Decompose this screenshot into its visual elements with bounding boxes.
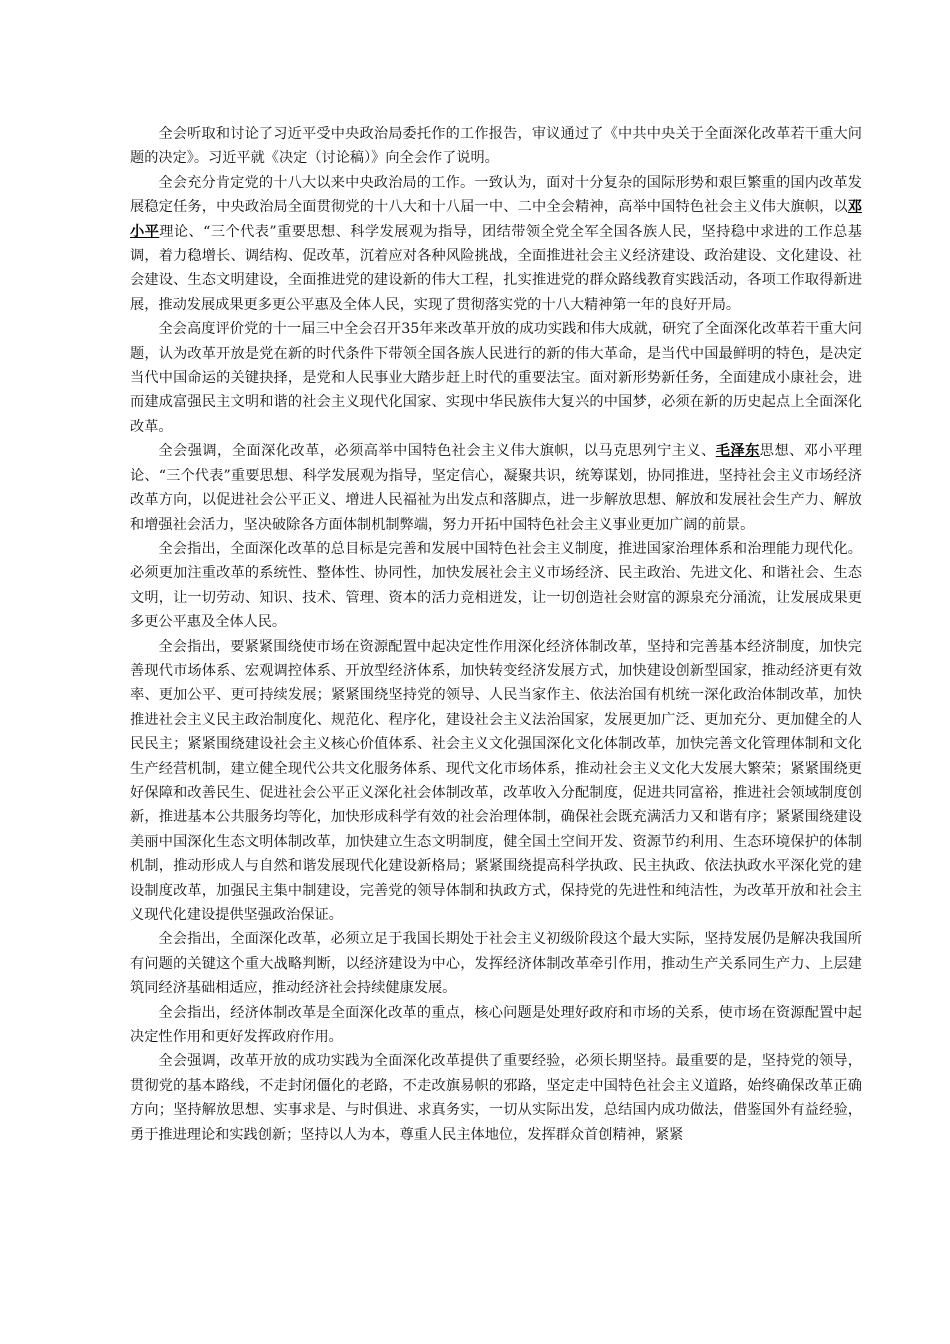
paragraph-9-text: 全会强调，改革开放的成功实践为全面深化改革提供了重要经验，必须长期坚持。最重要的是，坚持党的领导，贯彻党的基本路线，不走封闭僵化的老路，不走改旗易帜的邪路，坚定走中国特色社会主义道路，始终确保改革正确方向；坚持解放思想、实事求是、与时俱进、求真务实，一切从实际出发，总结国内成功做法，借鉴国外有益经验，勇于推进理论和实践创新；坚持以人为本，尊重人民主体地位，发挥群众首创精神，紧紧: [130, 1053, 862, 1143]
paragraph-3-text: 全会高度评价党的十一届三中全会召开35年来改革开放的成功实践和伟大成就，研究了全面深化改革若干重大问题，认为改革开放是党在新的时代条件下带领全国各族人民进行的新的伟大革命，是当代中国最鲜明的特色，是决定当代中国命运的关键抉择，是党和人民事业大踏步赶上时代的重要法宝。面对新形势新任务，全面建成小康社会，进而建成富强民主文明和谐的社会主义现代化国家、实现中华民族伟大复兴的中国梦，必须在新的历史起点上全面深化改革。: [130, 321, 862, 435]
paragraph-4: [130, 439, 862, 537]
paragraph-1: [130, 122, 862, 171]
paragraph-3: [130, 317, 862, 439]
paragraph-5-text: 全会指出，全面深化改革的总目标是完善和发展中国特色社会主义制度，推进国家治理体系和治理能力现代化。必须更加注重改革的系统性、整体性、协同性，加快发展社会主义市场经济、民主政治、先进文化、和谐社会、生态文明，让一切劳动、知识、技术、管理、资本的活力竞相迸发，让一切创造社会财富的源泉充分涌流，让发展成果更多更公平惠及全体人民。: [130, 540, 862, 631]
paragraph-7: [130, 927, 862, 1000]
paragraph-6-text: 全会指出，要紧紧围绕使市场在资源配置中起决定性作用深化经济体制改革，坚持和完善基本经济制度，加快完善现代市场体系、宏观调控体系、开放型经济体系，加快转变经济发展方式，加快建设创新型国家，推动经济更有效率、更加公平、更可持续发展；紧紧围绕坚持党的领导、人民当家作主、依法治国有机统一深化政治体制改革，加快推进社会主义民主政治制度化、规范化、程序化，建设社会主义法治国家，发展更加广泛、更加充分、更加健全的人民民主；紧紧围绕建设社会主义核心价值体系、社会主义文化强国深化文化体制改革，加快完善文化管理体制和文化生产经营机制，建立健全现代公共文化服务体系、现代文化市场体系，推动社会主义文化大发展大繁荣；紧紧围绕更好保障和改善民生、促进社会公平正义深化社会体制改革，改革收入分配制度，促进共同富裕，推进社会领域制度创新，推进基本公共服务均等化，加快形成科学有效的社会治理体制，确保社会既充满活力又和谐有序；紧紧围绕建设美丽中国深化生态文明体制改革，加快建立生态文明制度，健全国土空间开发、资源节约利用、生态环境保护的体制机制，推动形成人与自然和谐发展现代化建设新格局；紧紧围绕提高科学执政、民主执政、依法执政水平深化党的建设制度改革，加强民主集中制建设，完善党的领导体制和执政方式，保持党的先进性和纯洁性，为改革开放和社会主义现代化建设提供坚强政治保证。: [130, 638, 862, 923]
paragraph-8: [130, 1001, 862, 1050]
paragraph-1-text: 全会听取和讨论了习近平受中央政治局委托作的工作报告，审议通过了《中共中央关于全面深化改革若干重大问题的决定》。习近平就《决定（讨论稿）》向全会作了说明。: [130, 126, 862, 167]
paragraph-6: [130, 635, 862, 928]
paragraph-4-text-b: 思想、邓小平理论、“三个代表”重要思想、科学发展观为指导，坚定信心，凝聚共识，统筹谋划，协同推进，坚持社会主义市场经济改革方向，以促进社会公平正义、增进人民福祉为出发点和落脚点，进一步解放思想、解放和发展社会生产力、解放和增强社会活力，坚决破除各方面体制机制弊端，努力开拓中国特色社会主义事业更加广阔的前景。: [130, 443, 862, 533]
paragraph-2-text-a: 全会充分肯定党的十八大以来中央政治局的工作。一致认为，面对十分复杂的国际形势和艰巨繁重的国内改革发展稳定任务，中央政治局全面贯彻党的十八大和十八届一中、二中全会精神，高举中国特色社会主义伟大旗帜，以: [130, 174, 862, 216]
link-mao-zedong[interactable]: 毛泽东: [715, 443, 760, 460]
paragraph-2: [130, 171, 862, 317]
paragraph-4-text-a: 全会强调，全面深化改革，必须高举中国特色社会主义伟大旗帜，以马克思列宁主义、: [158, 443, 716, 460]
document-body: [130, 122, 862, 1147]
paragraph-2-text-b: 理论、“三个代表”重要思想、科学发展观为指导，团结带领全党全军全国各族人民，坚持稳中求进的工作总基调，着力稳增长、调结构、促改革，沉着应对各种风险挑战，全面推进社会主义经济建设、政治建设、文化建设、社会建设、生态文明建设，全面推进党的建设新的伟大工程，扎实推进党的群众路线教育实践活动，各项工作取得新进展，推动发展成果更多更公平惠及全体人民，实现了贯彻落实党的十八大精神第一年的良好开局。: [130, 223, 862, 313]
link-deng-xiaoping[interactable]: 邓小平: [130, 199, 862, 240]
paragraph-7-text: 全会指出，全面深化改革，必须立足于我国长期处于社会主义初级阶段这个最大实际，坚持发展仍是解决我国所有问题的关键这个重大战略判断，以经济建设为中心，发挥经济体制改革牵引作用，推动生产关系同生产力、上层建筑同经济基础相适应，推动经济社会持续健康发展。: [130, 931, 862, 997]
paragraph-5: [130, 537, 862, 635]
paragraph-9: [130, 1049, 862, 1147]
paragraph-8-text: 全会指出，经济体制改革是全面深化改革的重点，核心问题是处理好政府和市场的关系，使市场在资源配置中起决定性作用和更好发挥政府作用。: [130, 1004, 862, 1046]
